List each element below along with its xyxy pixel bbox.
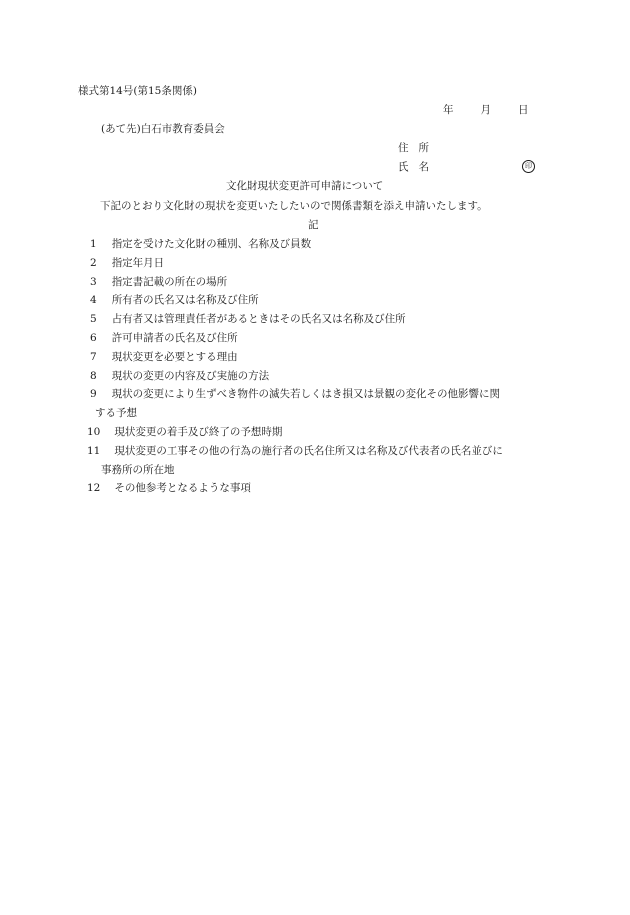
item-text: 許可申請者の氏名及び住所 (111, 332, 238, 344)
item-text: 指定書記載の所在の場所 (111, 275, 228, 288)
item-text: 所有者の氏名又は名称及び住所 (111, 294, 259, 307)
list-item (87, 446, 503, 457)
form-number: 様式第14号(第15条関係) (78, 85, 197, 97)
list-item (90, 371, 269, 382)
name-label (398, 162, 429, 173)
list-item (90, 352, 238, 363)
item-number: 5 (90, 313, 97, 326)
item-number: 7 (90, 350, 97, 363)
item-number: 10 (87, 426, 101, 438)
intro-text: 下記のとおり文化財の現状を変更いたしたいので関係書類を添え申請いたします。 (100, 200, 488, 212)
item-text: 占有者又は管理責任者があるときはその氏名又は名称及び住所 (111, 313, 406, 326)
item-text: 現状の変更の内容及び実施の方法 (111, 369, 270, 382)
item-number: 1 (90, 238, 97, 250)
date-line (443, 105, 529, 116)
item-number: 3 (90, 275, 97, 288)
item-text: その他参考となるような事項 (114, 482, 251, 495)
item-number: 2 (90, 256, 97, 269)
item-number: 6 (90, 332, 97, 344)
item-text: 現状変更の工事その他の行為の施行者の氏名住所又は名称及び代表者の氏名並びに (114, 444, 503, 457)
date-month: 月 (480, 104, 491, 116)
item-number: 8 (90, 369, 97, 382)
date-day: 日 (518, 104, 529, 116)
date-year: 年 (443, 104, 454, 116)
ki-heading: 記 (308, 219, 319, 231)
list-item (90, 295, 259, 306)
item-number: 9 (90, 388, 97, 401)
item-text: 現状変更の着手及び終了の予想時期 (114, 426, 283, 438)
list-item (87, 483, 251, 494)
item-text-continuation: 事務所の所在地 (101, 463, 175, 476)
item-text: 指定を受けた文化財の種別、名称及び員数 (111, 238, 312, 250)
item-number: 11 (87, 444, 101, 457)
list-item (90, 333, 238, 344)
list-item (90, 239, 311, 250)
item-text-continuation: する予想 (95, 407, 137, 420)
item-number: 4 (90, 294, 97, 307)
addressee: (あて先)白石市教育委員会 (101, 123, 225, 135)
address-label-char-2: 所 (418, 142, 429, 154)
seal-icon: 印 (522, 160, 535, 173)
item-text: 指定年月日 (111, 256, 165, 269)
item-number: 12 (87, 482, 101, 495)
list-item (90, 258, 164, 269)
name-label-char-2: 名 (418, 161, 429, 173)
list-item (87, 427, 282, 438)
list-item (90, 389, 500, 400)
document-title: 文化財現状変更許可申請について (226, 180, 384, 192)
list-item (90, 277, 227, 288)
seal-mark (522, 160, 535, 173)
item-text: 現状変更を必要とする理由 (111, 350, 238, 363)
address-label (398, 143, 429, 154)
item-text: 現状の変更により生ずべき物件の滅失若しくはき損又は景観の変化その他影響に関 (111, 388, 500, 401)
name-label-char-1: 氏 (398, 161, 409, 173)
address-label-char-1: 住 (398, 142, 409, 154)
list-item (90, 314, 406, 325)
